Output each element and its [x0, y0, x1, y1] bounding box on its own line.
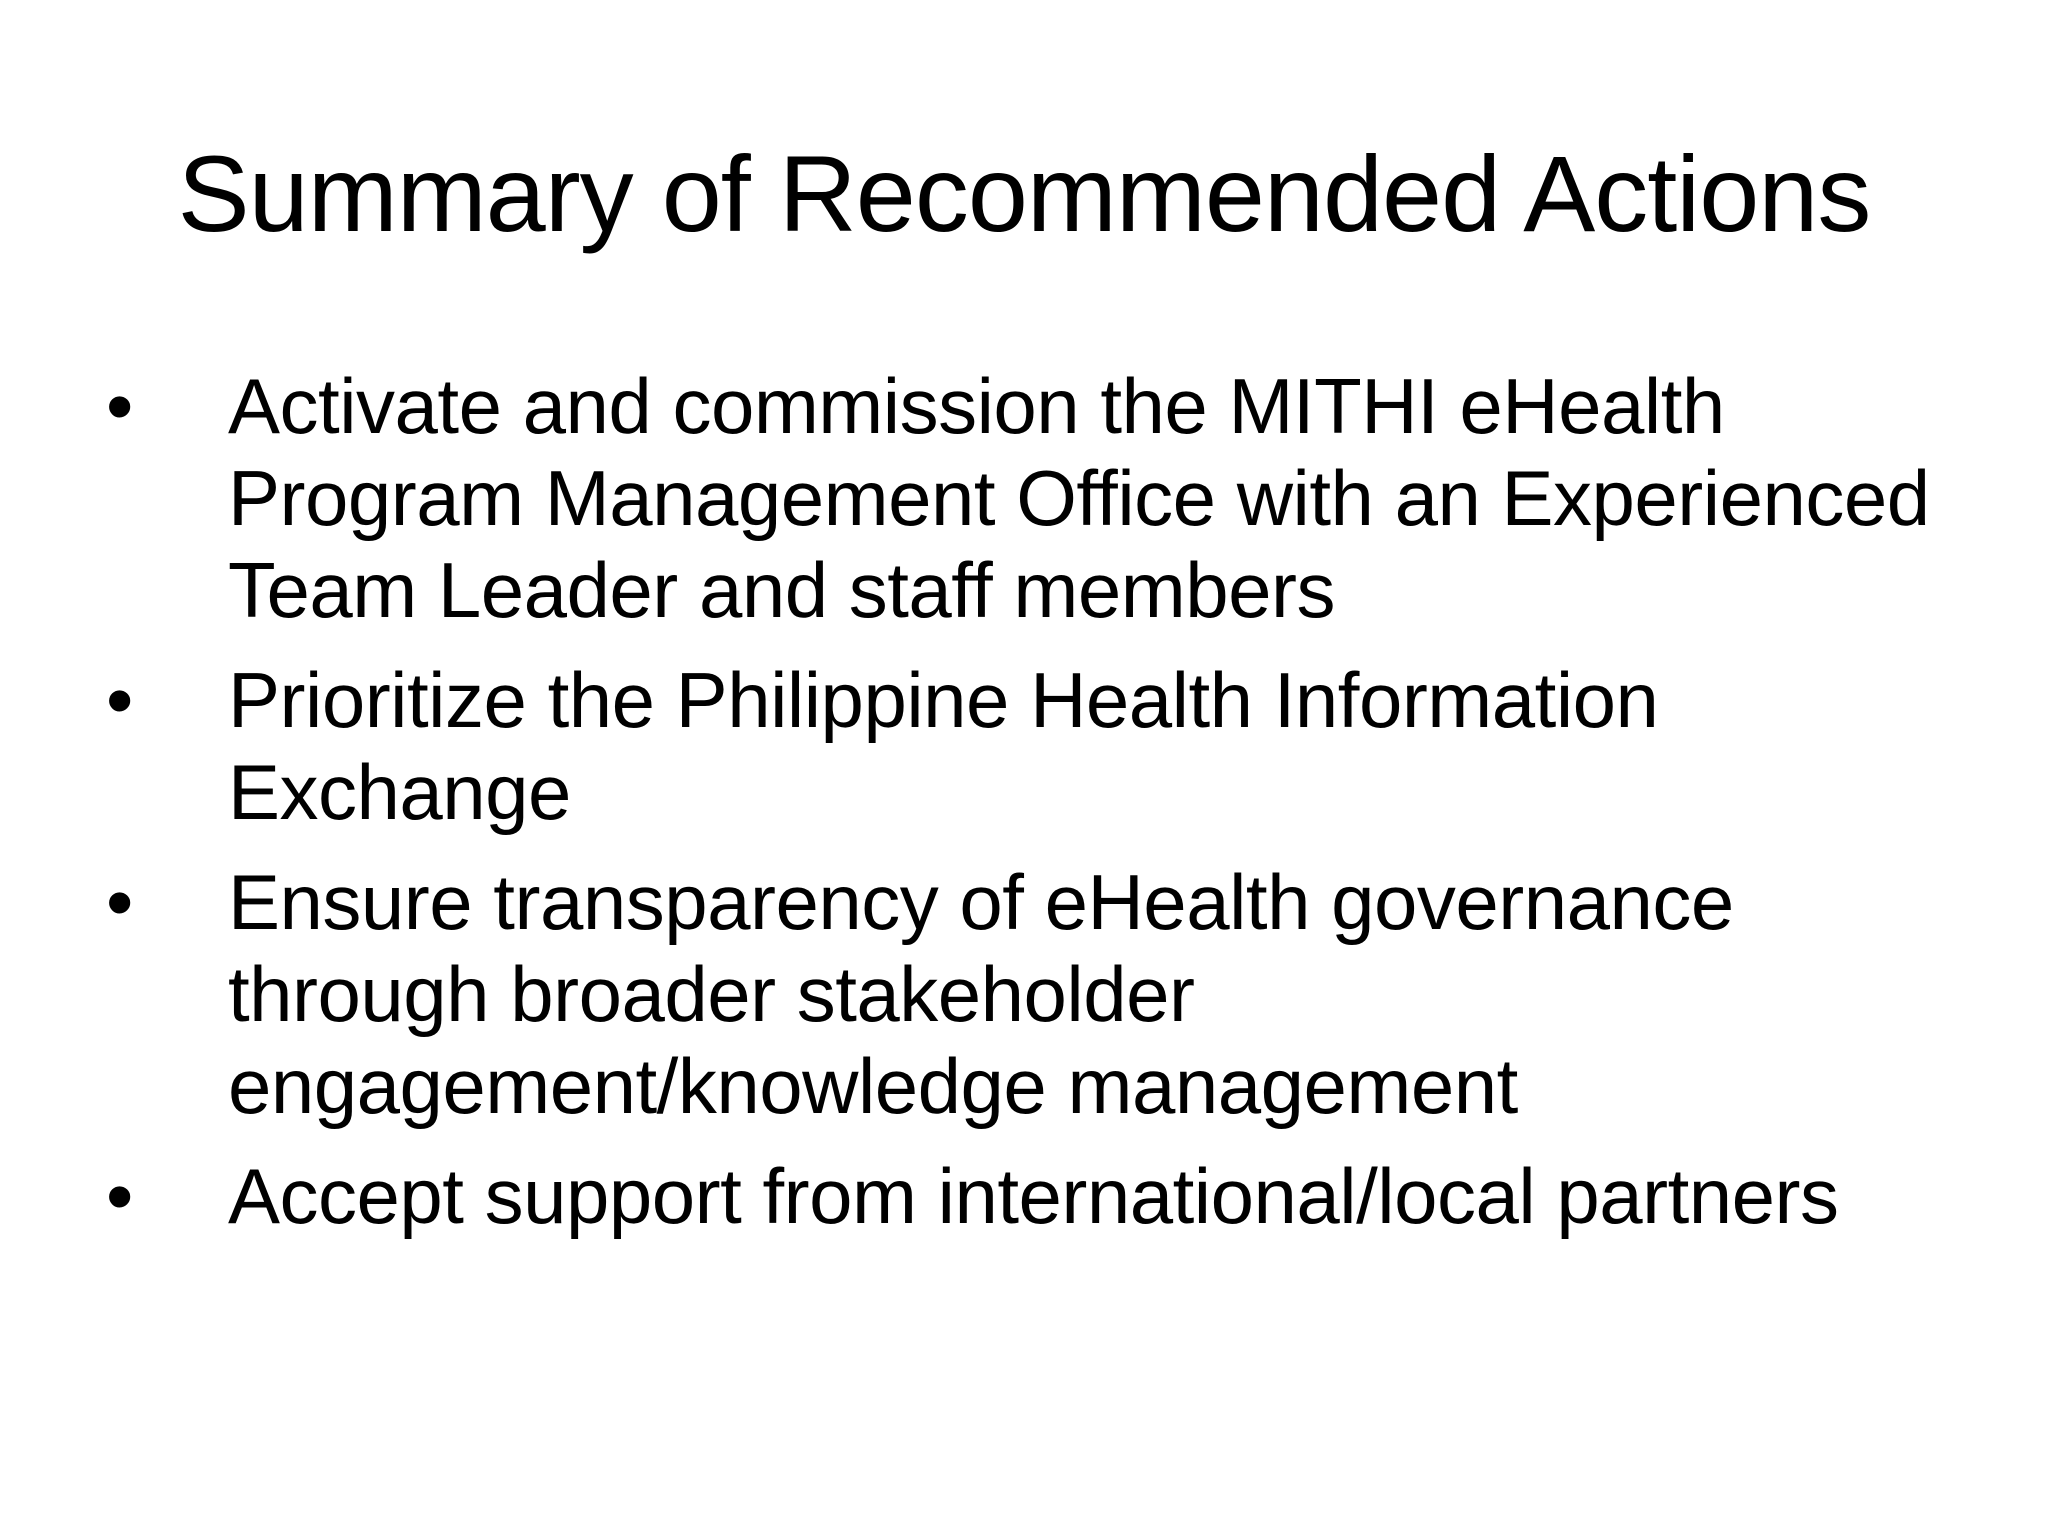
- bullet-text: Activate and commission the MITHI eHealth Program Management Office with an Experienced Team Leader and staff members: [228, 362, 1930, 634]
- bullet-text: Prioritize the Philippine Health Information Exchange: [228, 656, 1659, 836]
- bullet-text: Ensure transparency of eHealth governance through broader stakeholder engagement/knowledge management: [228, 858, 1734, 1130]
- bullet-item: [0, 654, 2048, 838]
- bullet-dot-icon: •: [106, 362, 133, 450]
- slide-title: Summary of Recommended Actions: [177, 133, 1871, 254]
- bullet-text: Accept support from international/local partners: [228, 1152, 1839, 1240]
- bullet-dot-icon: •: [106, 858, 133, 946]
- bullet-item: [0, 1150, 2048, 1242]
- bullet-dot-icon: •: [106, 656, 133, 744]
- bullet-list: [0, 360, 2048, 1260]
- bullet-item: [0, 856, 2048, 1132]
- bullet-item: [0, 360, 2048, 636]
- bullet-dot-icon: •: [106, 1152, 133, 1240]
